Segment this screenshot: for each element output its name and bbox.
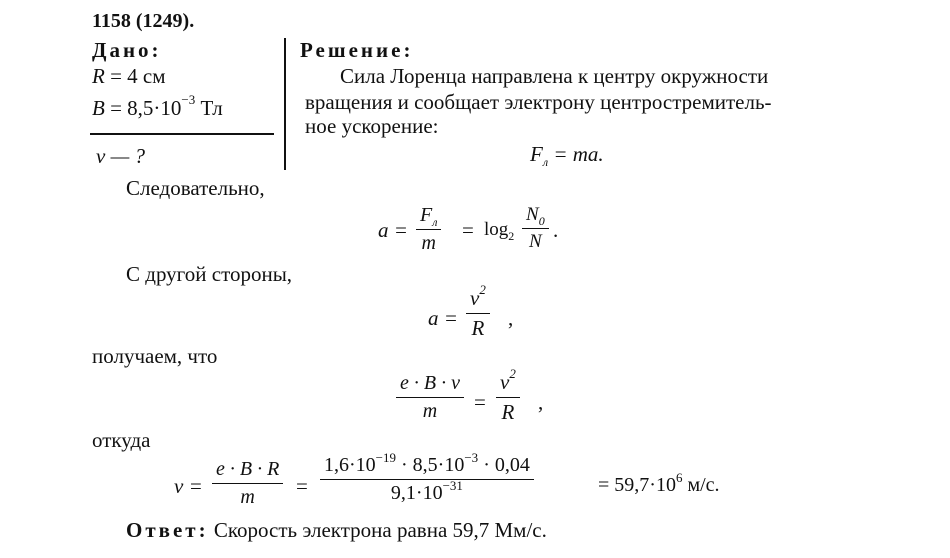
answer-label: Ответ: — [126, 518, 209, 542]
R-symbol: R — [92, 64, 105, 88]
eq2-fraction-log — [522, 204, 549, 253]
force-subscript: л — [542, 155, 549, 169]
eq4-right-denominator: R — [501, 400, 515, 424]
given-B — [92, 92, 223, 121]
R-value: = 4 см — [104, 64, 166, 88]
word-other-side: С другой стороны, — [126, 262, 293, 286]
eq5-fraction-numeric — [320, 450, 534, 505]
given-find: v — ? — [96, 144, 145, 168]
B-exponent: −3 — [181, 92, 196, 107]
eq2-log: $\log_2$ — [484, 219, 515, 243]
eq3-denominator: R — [471, 316, 485, 340]
eq4-denominator: m — [422, 400, 438, 422]
eq3-lhs: a = — [428, 306, 458, 330]
solution-para-line3: ное ускорение: — [305, 114, 439, 138]
answer-text: Скорость электрона равна 59,7 Мм/с. — [208, 518, 547, 542]
solution-para-line2: вращения и сообщает электрону центростремитель- — [305, 90, 772, 114]
given-divider — [90, 133, 274, 135]
given-heading: Дано: — [92, 38, 162, 62]
B-unit: Тл — [195, 96, 223, 120]
B-value: = 8,5·10 — [104, 96, 182, 120]
eq2-numerator: $F_л$ — [420, 204, 438, 229]
eq5-result: = $59,7\cdot 10^6$ м/с. — [598, 470, 720, 496]
eq2-denominator: m — [421, 232, 436, 254]
given-separator — [284, 38, 286, 170]
word-we-get: получаем, что — [92, 344, 218, 368]
word-therefore: Следовательно, — [126, 176, 265, 200]
eq3-comma: , — [508, 306, 514, 330]
eq2-lhs: a = — [378, 218, 408, 242]
eq4-numerator: e · B · v — [400, 372, 460, 394]
eq5-numeric-denominator: $9,1\cdot 10^{-31}$ — [390, 478, 463, 504]
eq2-equals: = — [462, 218, 474, 242]
eq3-fraction — [466, 282, 490, 341]
eq5-lhs: v = — [174, 474, 203, 498]
eq3-numerator: $v^2$ — [470, 282, 486, 310]
eq4-comma: , — [538, 390, 544, 414]
eq5-numeric-numerator: $1,6\cdot 10^{-19} \cdot 8,5\cdot 10^{-3} \cdot 0,04$ — [324, 450, 530, 476]
solution-heading: Решение: — [300, 38, 414, 62]
solution-para-line1: Сила Лоренца направлена к центру окружности — [340, 64, 769, 88]
eq5-numerator: e · B · R — [216, 458, 280, 480]
eq4-right-numerator: $v^2$ — [500, 366, 516, 394]
equation-lorentz-force — [530, 142, 604, 167]
given-R — [92, 64, 166, 89]
eq2-period: . — [553, 218, 559, 242]
eq2-fraction-force — [416, 204, 441, 255]
B-symbol: B — [92, 96, 105, 120]
eq4-fraction-right — [496, 366, 520, 425]
word-whence: откуда — [92, 428, 151, 452]
eq4-equals: = — [474, 390, 486, 414]
answer-line — [126, 518, 547, 543]
force-symbol: F — [530, 142, 543, 166]
force-rhs: = ma. — [548, 142, 604, 166]
problem-number: 1158 (1249). — [92, 10, 195, 32]
eq2-log-numerator: $N_0$ — [526, 204, 545, 228]
eq2-log-denominator: N — [529, 231, 542, 252]
eq4-fraction-left — [396, 372, 464, 423]
eq5-fraction-symbolic — [212, 458, 283, 509]
eq5-denominator: m — [240, 486, 255, 508]
eq5-equals: = — [296, 474, 308, 498]
